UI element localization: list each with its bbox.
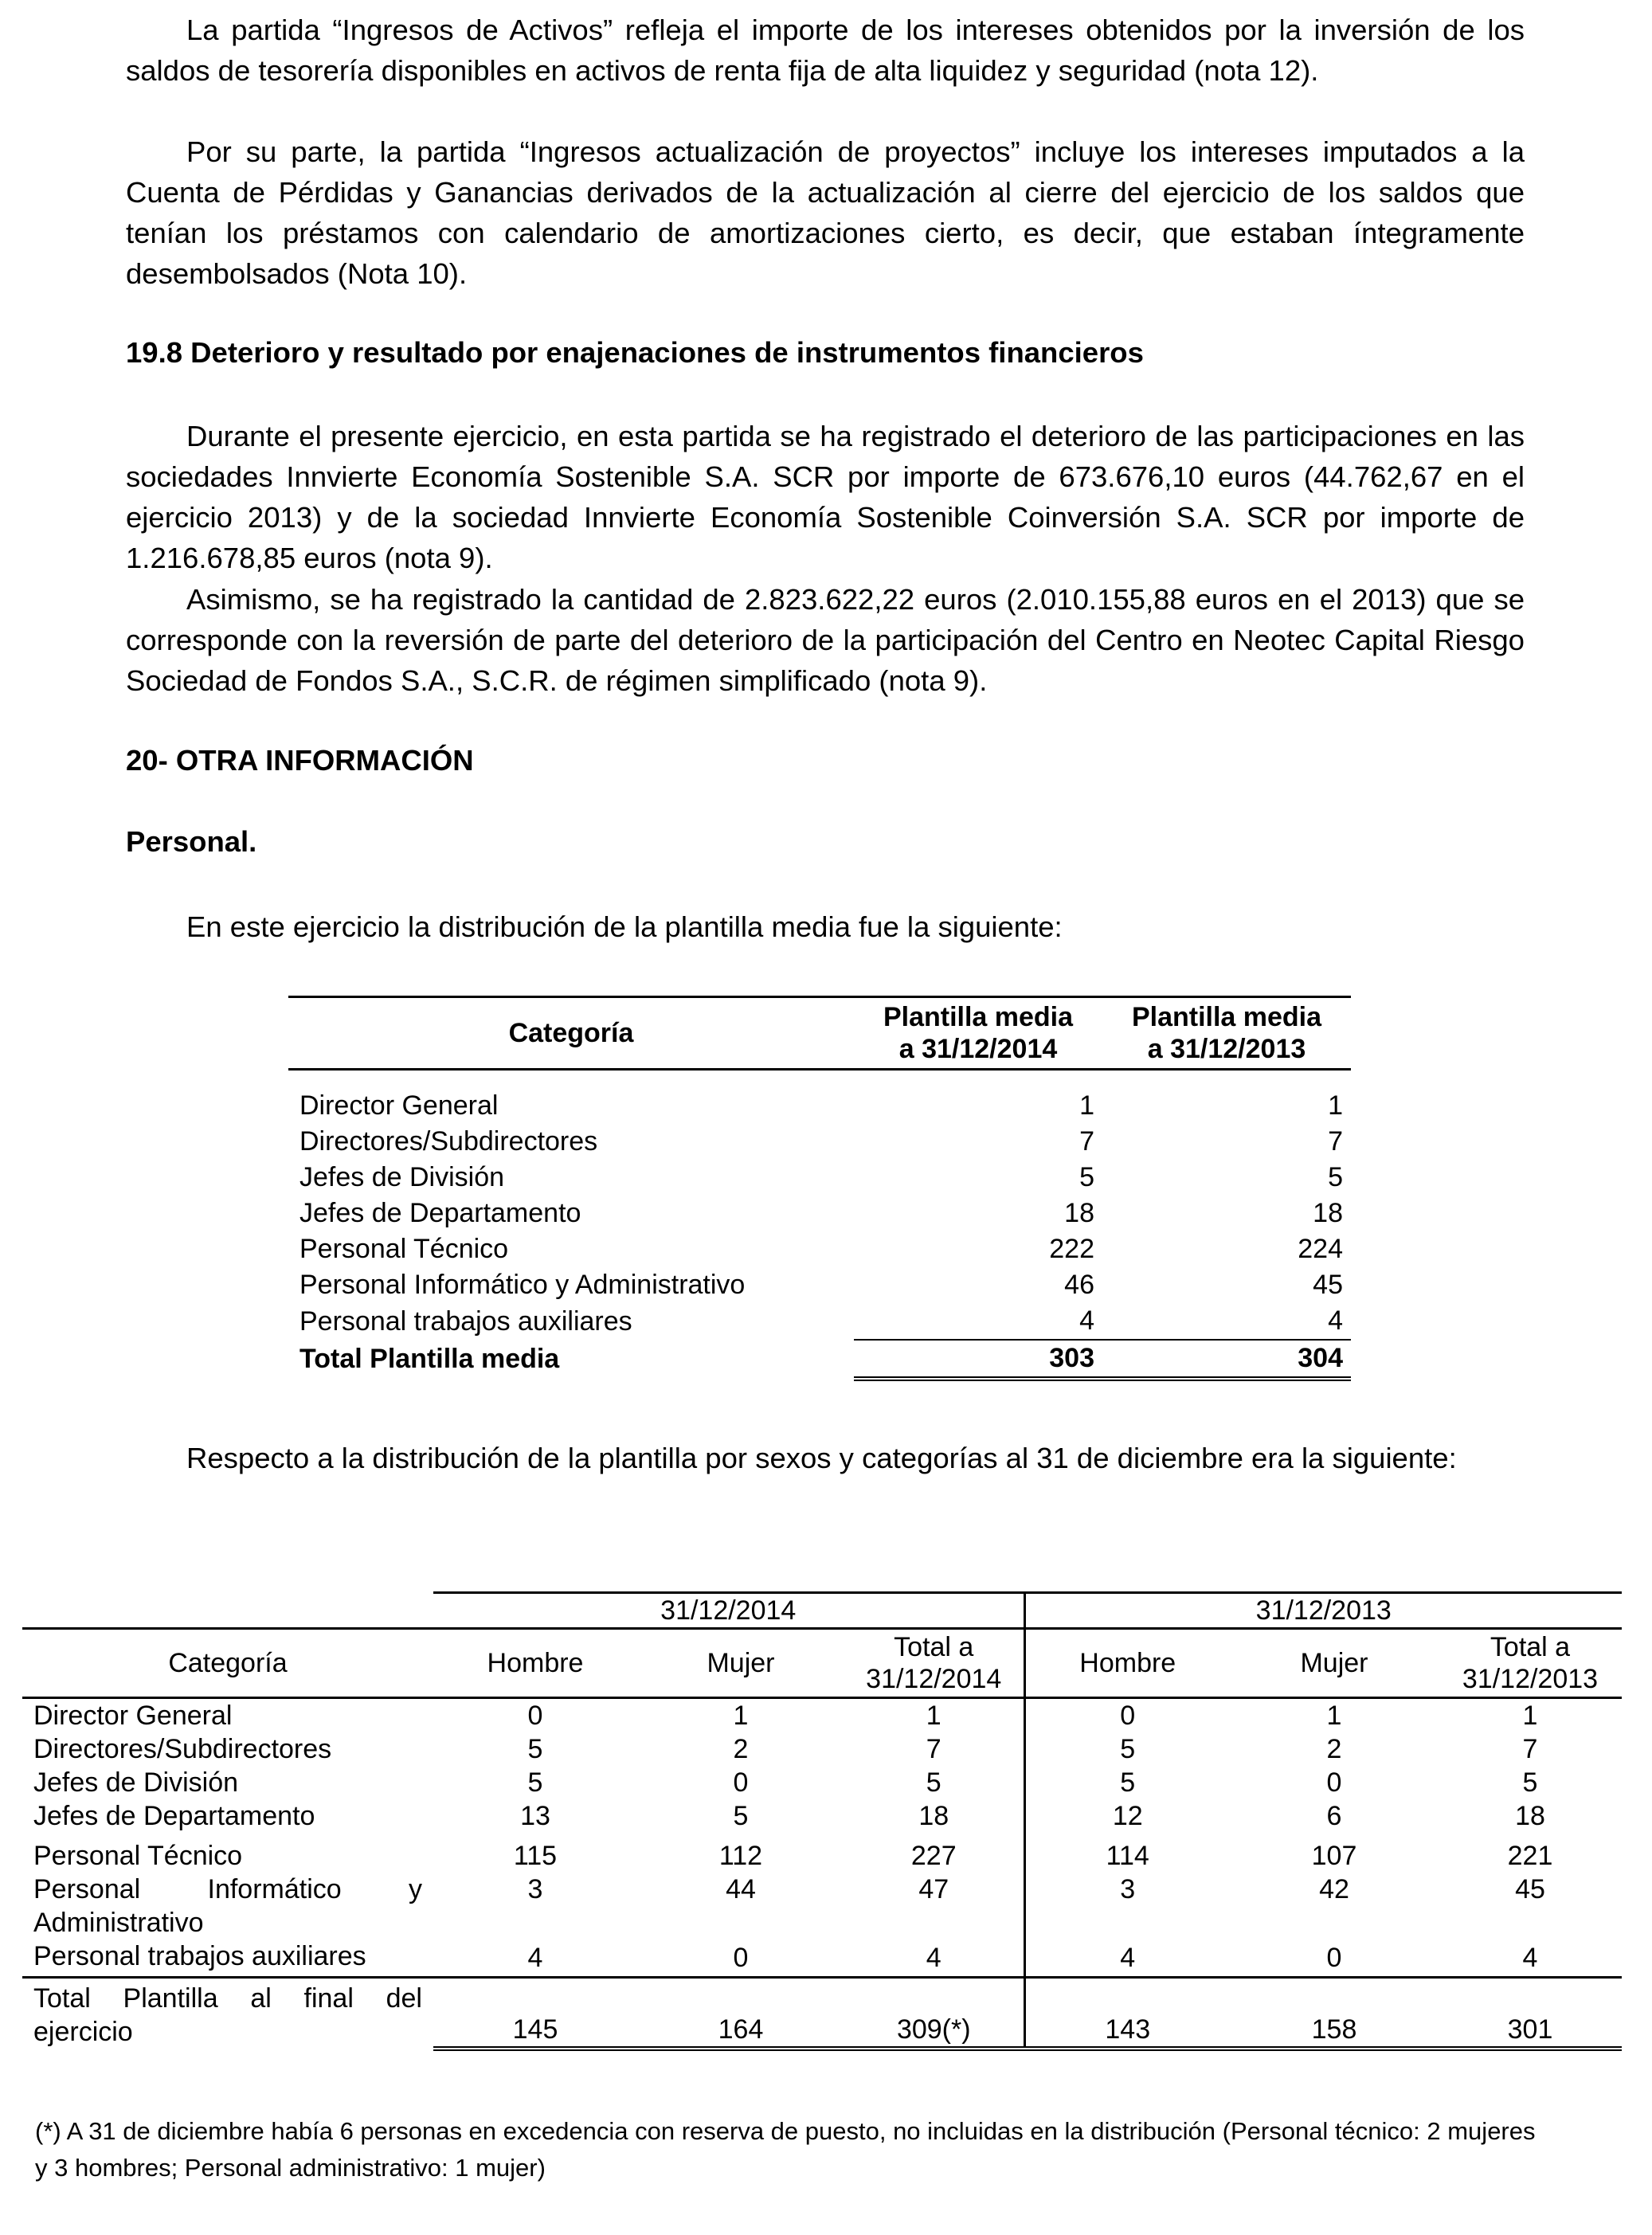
table-total-row: Total Plantilla al final del ejercicio 145 164 309(*) 143 158 301 (22, 1978, 1622, 2049)
table-row: Directores/Subdirectores 5 2 7 5 2 7 (33, 1734, 1538, 1764)
paragraph-distribucion-sexos-intro: Respecto a la distribución de la plantilla por sexos y categorías al 31 de diciembre era la siguiente: (186, 1442, 1457, 1474)
heading-19-8: 19.8 Deterioro y resultado por enajenaciones de instrumentos financieros (126, 336, 1144, 369)
table-row: Jefes de División 5 5 (299, 1162, 1343, 1192)
t2-header-mujer-2013: Mujer (1230, 1629, 1439, 1698)
table-row: Director General 1 1 (299, 1090, 1343, 1121)
table-row: Personal trabajos auxiliares 4 0 4 4 0 4 (22, 1939, 1622, 1978)
t2-header-mujer-2014: Mujer (637, 1629, 844, 1698)
t1-header-categoria: Categoría (508, 1018, 634, 1048)
t2-year-2013: 31/12/2013 (1024, 1593, 1622, 1629)
t2-header-total-2014: Total a 31/12/2014 (844, 1629, 1024, 1698)
table-row: Jefes de División 5 0 5 5 0 5 (33, 1767, 1538, 1798)
table-row: Personal Informático y Administrativo 3 44 47 3 42 45 (33, 1874, 1545, 1938)
t1-header-2014: Plantilla media a 31/12/2014 (883, 1002, 1074, 1064)
table-row: Directores/Subdirectores 7 7 (299, 1126, 1343, 1157)
table-row: Jefes de Departamento 18 18 (299, 1198, 1343, 1228)
paragraph-plantilla-media-intro: En este ejercicio la distribución de la plantilla media fue la siguiente: (186, 910, 1063, 943)
t2-year-2014: 31/12/2014 (433, 1593, 1024, 1629)
table-row: Director General 0 1 1 0 1 1 (22, 1698, 1622, 1733)
table-plantilla-media (288, 996, 1351, 1381)
table-row: Personal Informático y Administrativo 46 45 (299, 1270, 1343, 1300)
paragraph-ingresos-activos: La partida “Ingresos de Activos” refleja el importe de los intereses obtenidos por la inversión de los saldos de tesorería disponibles en activos de renta fija de alta liquidez y seguridad (nota 12). (126, 14, 1525, 87)
heading-20-otra-informacion: 20- OTRA INFORMACIÓN (126, 744, 474, 777)
t2-header-categoria: Categoría (22, 1629, 433, 1698)
table-row: Personal Técnico 222 224 (299, 1234, 1343, 1264)
heading-personal: Personal. (126, 825, 257, 858)
paragraph-deterioro: Durante el presente ejercicio, en esta partida se ha registrado el deterioro de las participaciones en las sociedades Innvierte Economía Sostenible S.A. SCR por importe de 673.676,10 euros (44.762,67 en el ejercicio 2013) y de la sociedad Innvierte Economía Sostenible Coinversión S.A. SCR por importe de 1.216.678,85 euros (nota 9). (126, 420, 1525, 574)
table-total-row: Total Plantilla media 303 304 (288, 1340, 1351, 1379)
table-row: Personal Técnico 115 112 227 114 107 221 (22, 1833, 1622, 1873)
t2-header-total-2013: Total a 31/12/2013 (1439, 1629, 1622, 1698)
table-row: Personal trabajos auxiliares 4 4 (299, 1305, 1343, 1337)
paragraph-reversion: Asimismo, se ha registrado la cantidad de 2.823.622,22 euros (2.010.155,88 euros en el 2013) que se corresponde con la reversión de parte del deterioro de la participación del Centro en Neotec Capital Riesgo Sociedad de Fondos S.A., S.C.R. de régimen simplificado (nota 9). (126, 583, 1525, 697)
footnote: (*) A 31 de diciembre había 6 personas en excedencia con reserva de puesto, no incluidas en la distribución (Personal técnico: 2 mujeres y 3 hombres; Personal administrativo: 1 mujer) (35, 2117, 1536, 2182)
table-row: Jefes de Departamento 13 5 18 12 6 18 (33, 1801, 1545, 1831)
t2-header-hombre-2014: Hombre (433, 1629, 637, 1698)
t1-header-2013: Plantilla media a 31/12/2013 (1131, 1002, 1322, 1064)
paragraph-ingresos-actualizacion: Por su parte, la partida “Ingresos actualización de proyectos” incluye los intereses imputados a la Cuenta de Pérdidas y Ganancias derivados de la actualización al cierre del ejercicio de los saldos que tenían los préstamos con calendario de amortizaciones cierto, es decir, que estaban íntegramente desembolsados (Nota 10). (126, 135, 1525, 290)
t2-header-hombre-2013: Hombre (1024, 1629, 1230, 1698)
table-plantilla-sexos (22, 1591, 1622, 2051)
